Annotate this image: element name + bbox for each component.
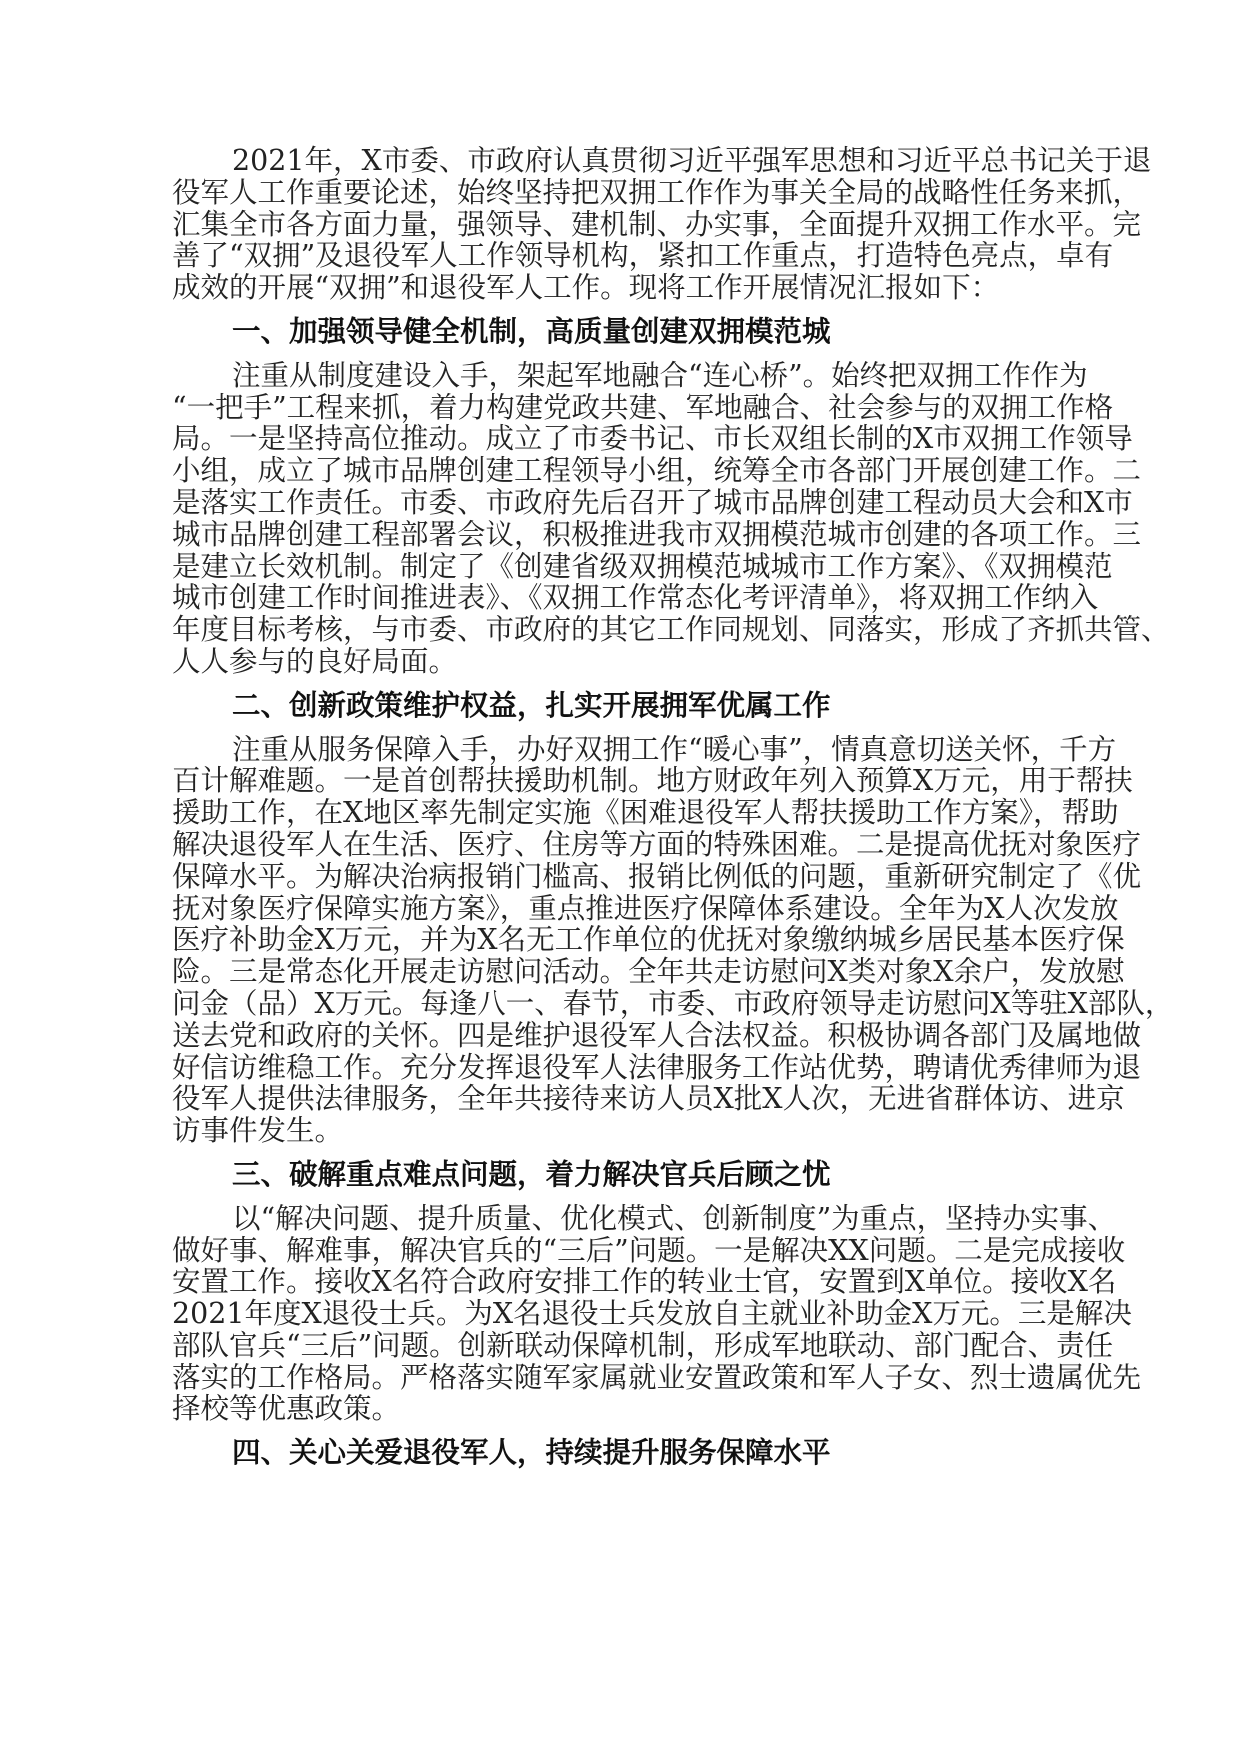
paragraph-line: 问金（品）X万元。每逢八一、春节，市委、市政府领导走访慰问X等驻X部队， [172, 986, 1174, 1020]
section-heading: 一、加强领导健全机制，高质量创建双拥模范城 [232, 314, 831, 348]
paragraph-line: “一把手”工程来抓，着力构建党政共建、军地融合、社会参与的双拥工作格 [172, 390, 1114, 424]
paragraph [172, 1201, 1142, 1426]
paragraph-line: 医疗补助金X万元，并为X名无工作单位的优抚对象缴纳城乡居民基本医疗保 [172, 923, 1125, 957]
paragraph-line: 2021年，X市委、市政府认真贯彻习近平强军思想和习近平总书记关于退 [232, 144, 1152, 177]
paragraph-line: 险。三是常态化开展走访慰问活动。全年共走访慰问X类对象X余户，发放慰 [172, 955, 1125, 989]
paragraph-line: 成效的开展“双拥”和退役军人工作。现将工作开展情况汇报如下： [172, 271, 1000, 305]
paragraph-line: 注重从服务保障入手，办好双拥工作“暖心事”，情真意切送关怀，千方 [232, 732, 1117, 766]
paragraph-line: 汇集全市各方面力量，强领导、建机制、办实事，全面提升双拥工作水平。完 [172, 207, 1142, 241]
paragraph-line: 城市创建工作时间推进表》、《双拥工作常态化考评清单》，将双拥工作纳入 [172, 581, 1099, 615]
paragraph-line: 择校等优惠政策。 [172, 1392, 401, 1426]
paragraph [172, 732, 1174, 1148]
paragraph-line: 好信访维稳工作。充分发挥退役军人法律服务工作站优势，聘请优秀律师为退 [172, 1050, 1142, 1084]
paragraph-line: 善了“双拥”及退役军人工作领导机构，紧扣工作重点，打造特色亮点，卓有 [172, 239, 1114, 273]
paragraph-line: 城市品牌创建工程部署会议，积极推进我市双拥模范城市创建的各项工作。三 [172, 517, 1142, 551]
section-heading: 四、关心关爱退役军人，持续提升服务保障水平 [232, 1436, 831, 1470]
paragraph-line: 百计解难题。一是首创帮扶援助机制。地方财政年列入预算X万元，用于帮扶 [172, 764, 1133, 798]
paragraph-line: 局。一是坚持高位推动。成立了市委书记、市长双组长制的X市双拥工作领导 [172, 422, 1133, 456]
paragraph [172, 144, 1152, 305]
paragraph-line: 小组，成立了城市品牌创建工程领导小组，统筹全市各部门开展创建工作。二 [172, 454, 1142, 488]
paragraph-line: 注重从制度建设入手，架起军地融合“连心桥”。始终把双拥工作作为 [232, 358, 1088, 392]
paragraph-line: 抚对象医疗保障实施方案》，重点推进医疗保障体系建设。全年为X人次发放 [172, 891, 1119, 925]
paragraph-line: 是落实工作责任。市委、市政府先后召开了城市品牌创建工程动员大会和X市 [172, 485, 1133, 519]
paragraph [172, 358, 1170, 678]
paragraph-line: 以“解决问题、提升质量、优化模式、创新制度”为重点，坚持办实事、 [232, 1201, 1117, 1235]
paragraph-line: 做好事、解难事，解决官兵的“三后”问题。一是解决XX问题。二是完成接收 [172, 1233, 1126, 1267]
paragraph-line: 访事件发生。 [172, 1114, 344, 1148]
section-heading: 三、破解重点难点问题，着力解决官兵后顾之忧 [232, 1157, 831, 1191]
paragraph-line: 年度目标考核，与市委、市政府的其它工作同规划、同落实，形成了齐抓共管、 [172, 613, 1170, 647]
paragraph-line: 役军人工作重要论述，始终坚持把双拥工作作为事关全局的战略性任务来抓， [172, 175, 1142, 209]
paragraph-line: 役军人提供法律服务，全年共接待来访人员X批X人次，无进省群体访、进京 [172, 1082, 1125, 1116]
paragraph-line: 解决退役军人在生活、医疗、住房等方面的特殊困难。二是提高优抚对象医疗 [172, 827, 1142, 861]
paragraph-line: 是建立长效机制。制定了《创建省级双拥模范城城市工作方案》、《双拥模范 [172, 549, 1113, 583]
paragraph-line: 人人参与的良好局面。 [172, 644, 458, 678]
paragraph-line: 落实的工作格局。严格落实随军家属就业安置政策和军人子女、烈士遗属优先 [172, 1360, 1142, 1394]
paragraph-line: 部队官兵“三后”问题。创新联动保障机制，形成军地联动、部门配合、责任 [172, 1328, 1114, 1362]
paragraph-line: 援助工作，在X地区率先制定实施《困难退役军人帮扶援助工作方案》，帮助 [172, 796, 1119, 830]
section-heading: 二、创新政策维护权益，扎实开展拥军优属工作 [232, 688, 831, 722]
paragraph-line: 保障水平。为解决治病报销门槛高、报销比例低的问题，重新研究制定了《优 [172, 859, 1142, 893]
document-body [172, 144, 1174, 1481]
paragraph-line: 2021年度X退役士兵。为X名退役士兵发放自主就业补助金X万元。三是解决 [172, 1297, 1132, 1331]
paragraph-line: 安置工作。接收X名符合政府安排工作的转业士官，安置到X单位。接收X名 [172, 1265, 1117, 1299]
paragraph-line: 送去党和政府的关怀。四是维护退役军人合法权益。积极协调各部门及属地做 [172, 1018, 1142, 1052]
